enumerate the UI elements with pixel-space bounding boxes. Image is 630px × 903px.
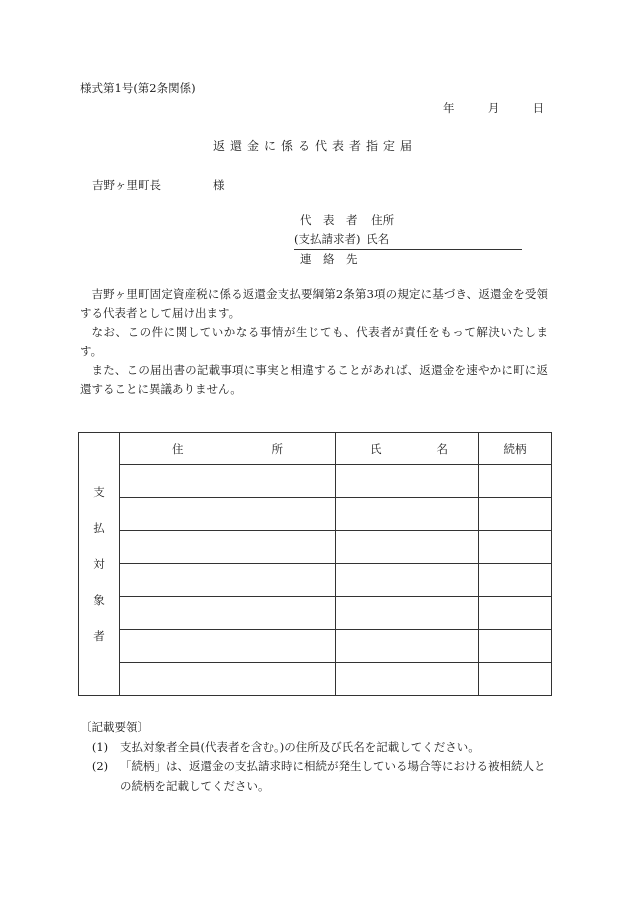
addressee-honorific: 様 xyxy=(213,178,225,192)
address-cell[interactable] xyxy=(120,630,336,663)
relation-cell[interactable] xyxy=(479,498,552,531)
address-cell[interactable] xyxy=(120,531,336,564)
relation-cell[interactable] xyxy=(479,663,552,696)
rep-name-row[interactable] xyxy=(294,230,522,250)
name-cell[interactable] xyxy=(336,597,479,630)
name-cell[interactable] xyxy=(336,498,479,531)
note-item-1 xyxy=(80,738,550,758)
relation-cell[interactable] xyxy=(479,630,552,663)
rep-address-row xyxy=(294,211,522,230)
address-cell[interactable] xyxy=(120,597,336,630)
name-cell[interactable] xyxy=(336,465,479,498)
date-year-label: 年 xyxy=(443,101,455,115)
rep-label: 代 表 者 xyxy=(300,213,358,227)
payee-table-wrap xyxy=(78,432,552,696)
relation-cell[interactable] xyxy=(479,531,552,564)
rep-address-label: 住所 xyxy=(371,213,395,227)
table-row xyxy=(79,630,552,663)
address-cell[interactable] xyxy=(120,498,336,531)
note-number: (1) xyxy=(91,739,109,754)
date-line xyxy=(443,100,544,116)
address-cell[interactable] xyxy=(120,564,336,597)
name-cell[interactable] xyxy=(336,663,479,696)
name-cell[interactable] xyxy=(336,564,479,597)
representative-block xyxy=(294,211,522,269)
table-row xyxy=(79,663,552,696)
claimant-label: (支払請求者) xyxy=(294,232,361,246)
col-header-name xyxy=(336,433,479,465)
side-char: 象 xyxy=(93,593,105,607)
addressee xyxy=(92,177,225,193)
date-month-label: 月 xyxy=(487,101,500,115)
address-cell[interactable] xyxy=(120,663,336,696)
col-name-char: 名 xyxy=(436,441,448,456)
contact-label: 連 絡 先 xyxy=(300,252,358,266)
body-paragraph-3: また、この届出書の記載事項に事実と相違することがあれば、返還金を速やかに町に返還することに異議ありません。 xyxy=(80,363,548,396)
col-name-char: 氏 xyxy=(370,441,382,456)
col-header-address xyxy=(120,433,336,465)
notes-section xyxy=(80,718,550,796)
note-number: (2) xyxy=(91,759,109,773)
notes-heading: 〔記載要領〕 xyxy=(80,720,149,734)
body-paragraph-1: 吉野ヶ里町固定資産税に係る返還金支払要綱第2条第3項の規定に基づき、返還金を受領する代表者として届け出ます。 xyxy=(80,287,548,320)
relation-cell[interactable] xyxy=(479,564,552,597)
side-char: 払 xyxy=(93,521,105,535)
col-address-char: 住 xyxy=(172,441,184,456)
note-text: 「続柄」は、返還金の支払請求時に相続が発生している場合等における被相続人との続柄を記載してください。 xyxy=(120,759,546,793)
col-header-relation: 続柄 xyxy=(479,433,552,465)
side-char: 支 xyxy=(93,485,105,499)
table-row xyxy=(79,498,552,531)
rep-contact-row xyxy=(294,250,522,269)
body-paragraph-2: なお、この件に関していかなる事情が生じても、代表者が責任をもって解決いたします。 xyxy=(80,325,548,358)
table-header-row xyxy=(79,433,552,465)
table-row xyxy=(79,465,552,498)
name-cell[interactable] xyxy=(336,531,479,564)
addressee-name: 吉野ヶ里町長 xyxy=(92,178,161,192)
side-label-cell xyxy=(79,433,120,696)
table-row xyxy=(79,597,552,630)
relation-cell[interactable] xyxy=(479,597,552,630)
form-number: 様式第1号(第2条関係) xyxy=(80,81,196,95)
body-text xyxy=(80,285,548,399)
address-cell[interactable] xyxy=(120,465,336,498)
relation-cell[interactable] xyxy=(479,465,552,498)
note-item-2 xyxy=(80,757,550,796)
document-title: 返還金に係る代表者指定届 xyxy=(212,139,417,153)
date-day-label: 日 xyxy=(532,101,545,115)
table-row xyxy=(79,531,552,564)
side-char: 対 xyxy=(93,557,105,571)
rep-name-label: 氏名 xyxy=(366,232,390,246)
side-char: 者 xyxy=(93,629,105,643)
col-address-char: 所 xyxy=(271,441,283,456)
payee-table xyxy=(78,432,552,696)
note-text: 支払対象者全員(代表者を含む。)の住所及び氏名を記載してください。 xyxy=(120,739,480,754)
table-row xyxy=(79,564,552,597)
name-cell[interactable] xyxy=(336,630,479,663)
